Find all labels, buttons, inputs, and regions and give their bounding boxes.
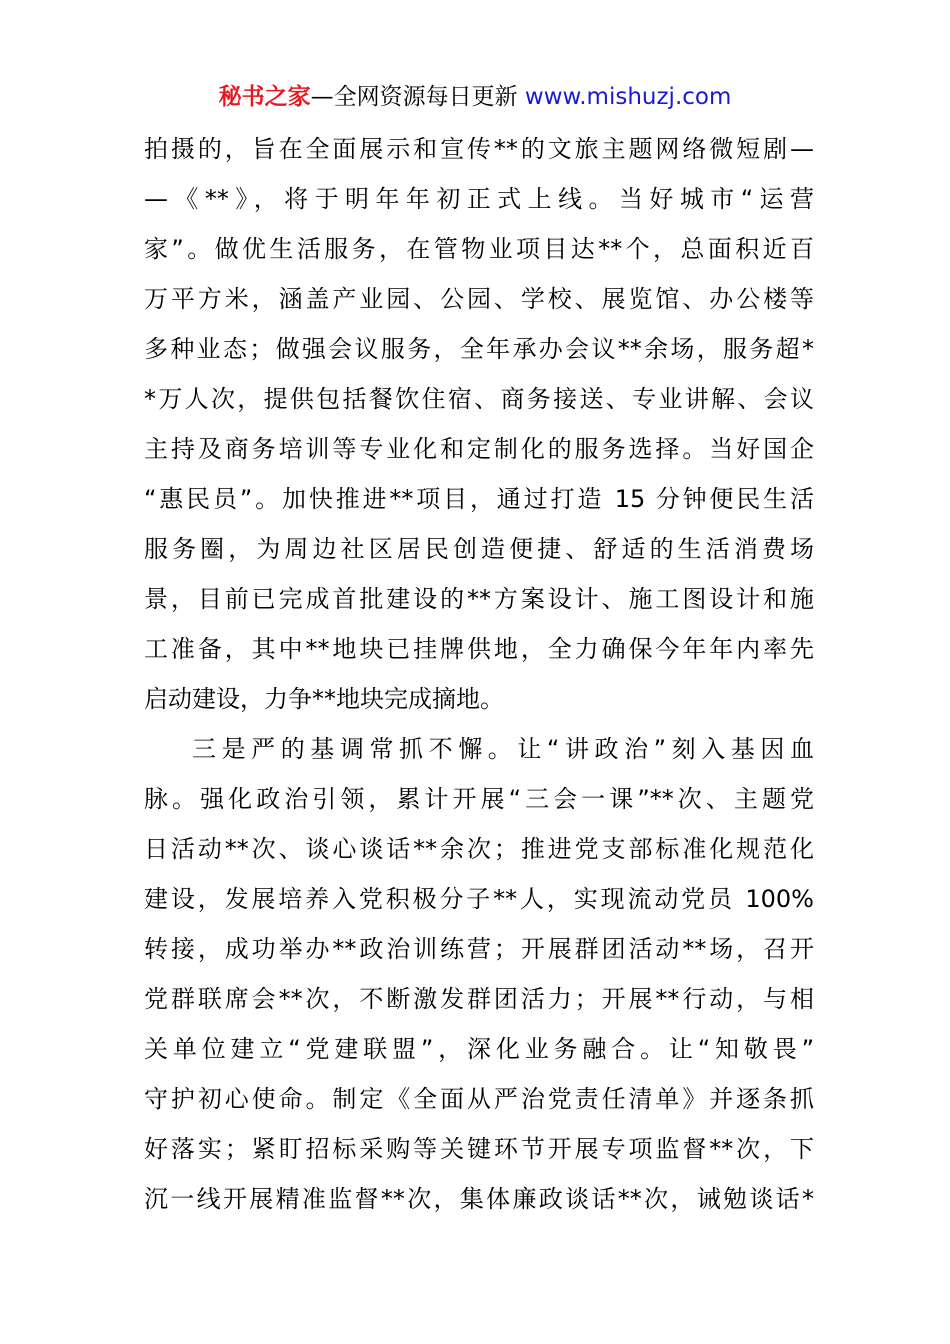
text-line: 建设，发展培养入党积极分子**人，实现流动党员 100% <box>144 885 814 913</box>
text-line: “惠民员”。加快推进**项目，通过打造 15 分钟便民生活 <box>144 485 814 513</box>
text-line: 三是严的基调常抓不懈。让“讲政治”刻入基因血 <box>192 735 814 763</box>
text-line: 主持及商务培训等专业化和定制化的服务选择。当好国企 <box>144 435 814 463</box>
text-line: 党群联席会**次，不断激发群团活力；开展**行动，与相 <box>144 985 814 1013</box>
site-url[interactable]: www.mishuzj.com <box>524 84 732 110</box>
text-line: 景，目前已完成首批建设的**方案设计、施工图设计和施 <box>144 585 814 613</box>
text-line: 守护初心使命。制定《全面从严治党责任清单》并逐条抓 <box>144 1085 814 1113</box>
text-line: 日活动**次、谈心谈话**余次；推进党支部标准化规范化 <box>144 835 814 863</box>
site-header <box>0 80 950 114</box>
paragraph <box>144 724 814 1224</box>
text-line: 万平方米，涵盖产业园、公园、学校、展览馆、办公楼等 <box>144 285 814 313</box>
text-line: 工准备，其中**地块已挂牌供地，全力确保今年年内率先 <box>144 635 814 663</box>
text-line: 拍摄的，旨在全面展示和宣传**的文旅主题网络微短剧— <box>144 135 814 163</box>
text-line: 服务圈，为周边社区居民创造便捷、舒适的生活消费场 <box>144 535 814 563</box>
site-tagline: —全网资源每日更新 <box>310 84 525 110</box>
text-line: 关单位建立“党建联盟”，深化业务融合。让“知敬畏” <box>144 1035 814 1063</box>
text-line: 脉。强化政治引领，累计开展“三会一课”**次、主题党 <box>144 785 814 813</box>
text-line: 启动建设，力争**地块完成摘地。 <box>144 685 504 713</box>
text-line: 转接，成功举办**政治训练营；开展群团活动**场，召开 <box>144 935 814 963</box>
paragraph <box>144 124 814 724</box>
text-line: —《**》，将于明年年初正式上线。当好城市“运营 <box>144 185 814 213</box>
text-line: 沉一线开展精准监督**次，集体廉政谈话**次，诫勉谈话* <box>144 1185 814 1213</box>
text-line: 家”。做优生活服务，在管物业项目达**个，总面积近百 <box>144 235 814 263</box>
site-brand: 秘书之家 <box>218 84 311 110</box>
text-line: 好落实；紧盯招标采购等关键环节开展专项监督**次，下 <box>144 1135 814 1163</box>
document-body <box>144 124 814 1224</box>
text-line: *万人次，提供包括餐饮住宿、商务接送、专业讲解、会议 <box>144 385 814 413</box>
text-line: 多种业态；做强会议服务，全年承办会议**余场，服务超* <box>144 335 814 363</box>
